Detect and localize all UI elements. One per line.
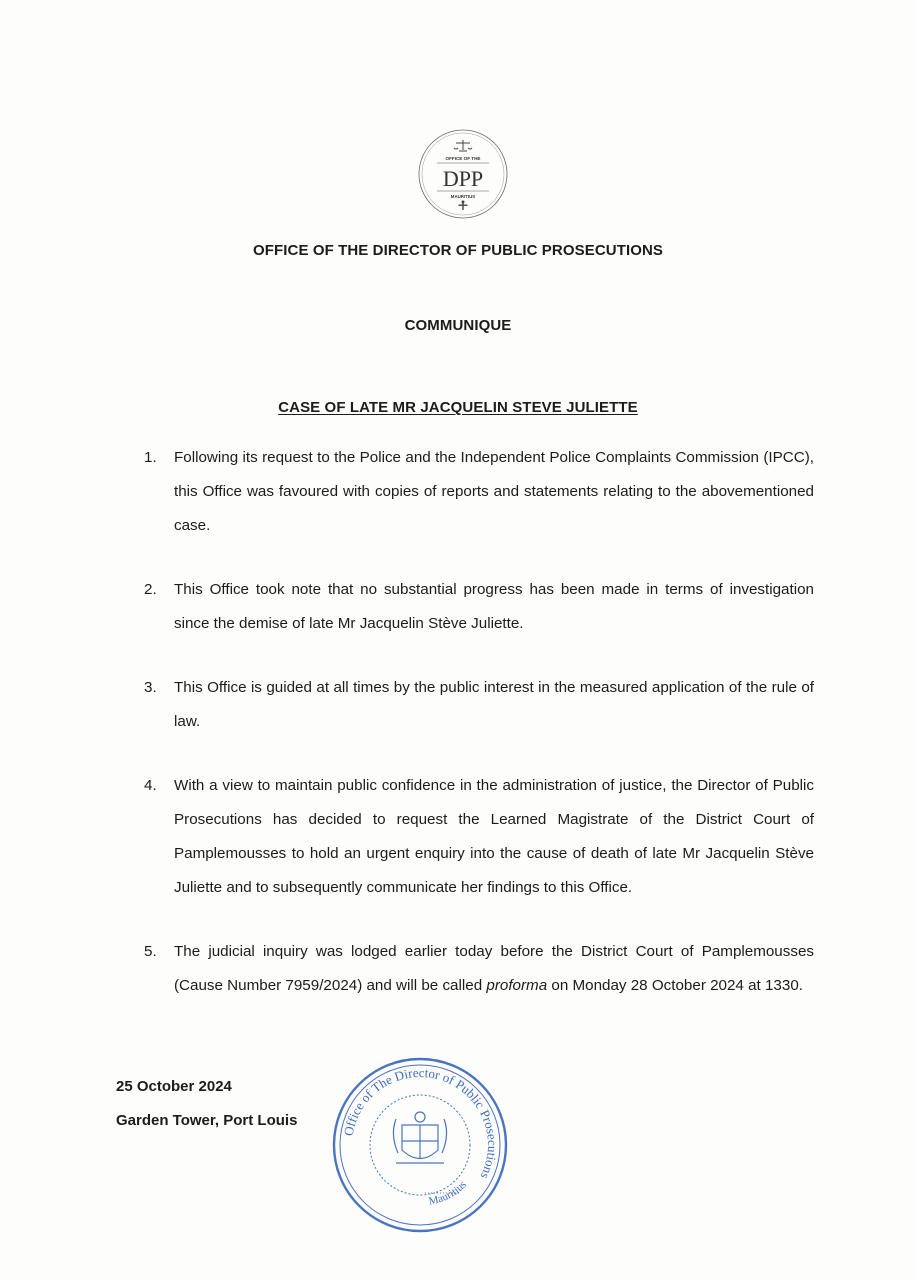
logo-main-text: DPP [442, 166, 484, 191]
scales-icon [454, 140, 472, 151]
numbered-list [144, 441, 814, 1003]
official-stamp-graphic [330, 1055, 510, 1235]
list-item [144, 671, 814, 739]
dpp-logo-graphic [417, 128, 509, 220]
item-number: 2. [144, 581, 157, 598]
fleur-icon [459, 201, 468, 211]
stamp-ring-text: Office of The Director of Public Prosecutions [340, 1064, 501, 1182]
footer-location: Garden Tower, Port Louis [116, 1112, 298, 1129]
item-text-before: The judicial inquiry was lodged earlier today before the District Court of Pamplemousses (Cause Number 7959/2024) and will be called [174, 943, 814, 994]
item-text: This Office is guided at all times by the public interest in the measured application of the rule of law. [174, 679, 814, 730]
official-stamp [330, 1055, 510, 1235]
item-number: 5. [144, 943, 157, 960]
stamp-bottom-text: Mauritius [427, 1178, 469, 1208]
footer-date: 25 October 2024 [116, 1078, 232, 1095]
office-heading: OFFICE OF THE DIRECTOR OF PUBLIC PROSECUTIONS [252, 242, 664, 259]
list-item [144, 935, 814, 1003]
list-item [144, 441, 814, 543]
dpp-logo [417, 128, 509, 220]
item-number: 3. [144, 679, 157, 696]
item-text: With a view to maintain public confidence in the administration of justice, the Director of Public Prosecutions has decided to request the Learned Magistrate of the District Court of Pamplemousses to hold an urgent enquiry into the cause of death of late Mr Jacquelin Stève Juliette and to subsequently communicate her findings to this Office. [174, 777, 814, 896]
logo-top-text: OFFICE OF THE [445, 156, 481, 161]
item-text-italic: proforma [486, 977, 548, 994]
item-text-after: on Monday 28 October 2024 at 1330. [547, 977, 803, 994]
item-number: 1. [144, 449, 157, 466]
coat-of-arms-icon [393, 1112, 446, 1163]
item-text: This Office took note that no substantial progress has been made in terms of investigation since the demise of late Mr Jacquelin Stève Juliette. [174, 581, 814, 632]
list-item [144, 769, 814, 905]
footer [116, 1070, 297, 1138]
item-number: 4. [144, 777, 157, 794]
logo-bottom-text: MAURITIUS [450, 194, 476, 199]
item-text: Following its request to the Police and the Independent Police Complaints Commission (IPCC), this Office was favoured with copies of reports and statements relating to the abovementioned case. [174, 449, 814, 534]
list-item [144, 573, 814, 641]
item-text [174, 935, 814, 1003]
case-title: CASE OF LATE MR JACQUELIN STEVE JULIETTE [278, 399, 638, 416]
communique-heading: COMMUNIQUE [404, 317, 512, 334]
